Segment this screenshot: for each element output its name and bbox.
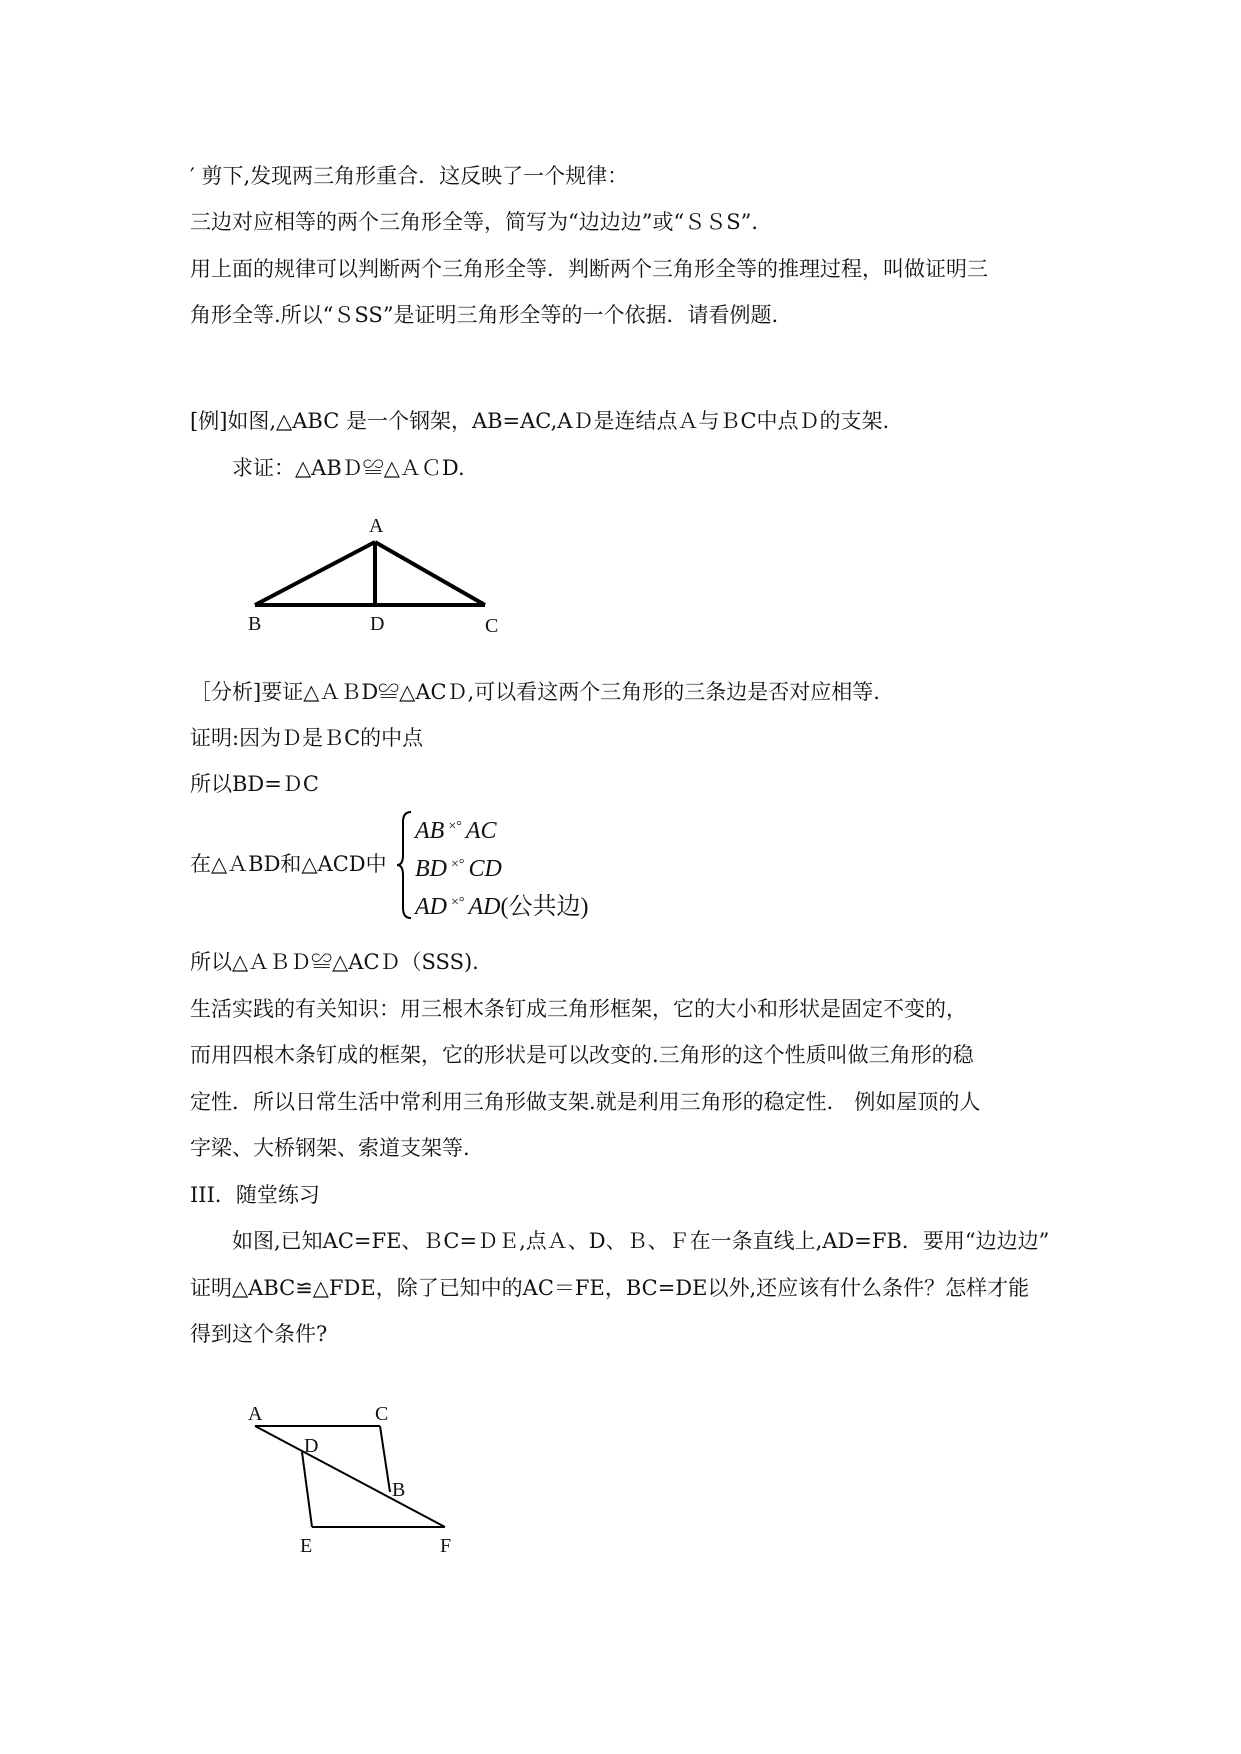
label-c: C <box>375 1403 389 1425</box>
prove-statement: 求证：△ABＤ≌△ＡＣD. <box>232 456 465 480</box>
equation-system <box>190 810 790 920</box>
text-line-1: ′ 剪下,发现两三角形重合．这反映了一个规律： <box>190 164 629 188</box>
system-row: AD ×° AD(公共边) <box>415 894 589 920</box>
label-e: E <box>300 1535 313 1557</box>
brace-icon <box>395 810 415 920</box>
proof-conclusion: 所以△ＡＢＤ≌△ACＤ（SSS). <box>190 950 479 974</box>
exercise-line-2: 证明△ABC≌△FDE，除了已知中的AC＝FE，BC=DE以外,还应该有什么条件？怎样才能 <box>190 1276 1030 1300</box>
segment-cb <box>380 1426 390 1492</box>
proof-line-1: 证明:因为Ｄ是ＢC的中点 <box>190 726 424 750</box>
exercise-line-3: 得到这个条件? <box>190 1322 328 1346</box>
system-prefix: 在△ＡBD和△ACD中 <box>190 852 387 876</box>
label-d: D <box>370 613 385 635</box>
figure-exercise <box>240 1400 470 1575</box>
segment-af <box>255 1426 445 1527</box>
figure-steel-frame <box>240 510 520 640</box>
analysis: ［分析]要证△ＡＢD≌△ACＤ,可以看这两个三角形的三条边是否对应相等. <box>190 680 880 704</box>
text-line-2: 三边对应相等的两个三角形全等，简写为“边边边”或“ＳＳS”． <box>190 210 773 234</box>
text-line-3: 用上面的规律可以判断两个三角形全等．判断两个三角形全等的推理过程，叫做证明三 <box>190 257 988 281</box>
label-b: B <box>248 613 262 635</box>
text-line-12: 而用四根木条钉成的框架，它的形状是可以改变的.三角形的这个性质叫做三角形的稳 <box>190 1043 974 1067</box>
proof-line-2: 所以BD=ＤC <box>190 772 319 796</box>
text-line-4: 角形全等.所以“ＳSS”是证明三角形全等的一个依据．请看例题. <box>190 303 779 327</box>
segment-de <box>302 1452 312 1527</box>
label-a: A <box>369 515 384 537</box>
segment-ab <box>255 542 375 605</box>
system-row: BD ×° CD <box>415 856 502 882</box>
section-heading: III．随堂练习 <box>190 1183 320 1207</box>
label-d: D <box>304 1435 319 1457</box>
exercise-line-1: 如图,已知AC=FE、ＢC=ＤＥ,点Ａ、D、Ｂ、Ｆ在一条直线上,AD=FB．要用“边边边” <box>232 1229 1050 1253</box>
text-line-13: 定性．所以日常生活中常利用三角形做支架.就是利用三角形的稳定性． 例如屋顶的人 <box>190 1090 981 1114</box>
label-c: C <box>485 615 499 637</box>
text-line-14: 字梁、大桥钢架、索道支架等. <box>190 1136 470 1160</box>
segment-ac <box>375 542 485 605</box>
label-f: F <box>440 1535 452 1557</box>
text-line-11: 生活实践的有关知识：用三根木条钉成三角形框架，它的大小和形状是固定不变的， <box>190 997 967 1021</box>
label-a: A <box>248 1403 263 1425</box>
example-statement: [例]如图,△ABC 是一个钢架，AB=AC,AＤ是连结点Ａ与ＢC中点Ｄ的支架. <box>190 409 890 433</box>
label-b: B <box>392 1479 406 1501</box>
system-row: AB ×° AC <box>415 818 497 844</box>
